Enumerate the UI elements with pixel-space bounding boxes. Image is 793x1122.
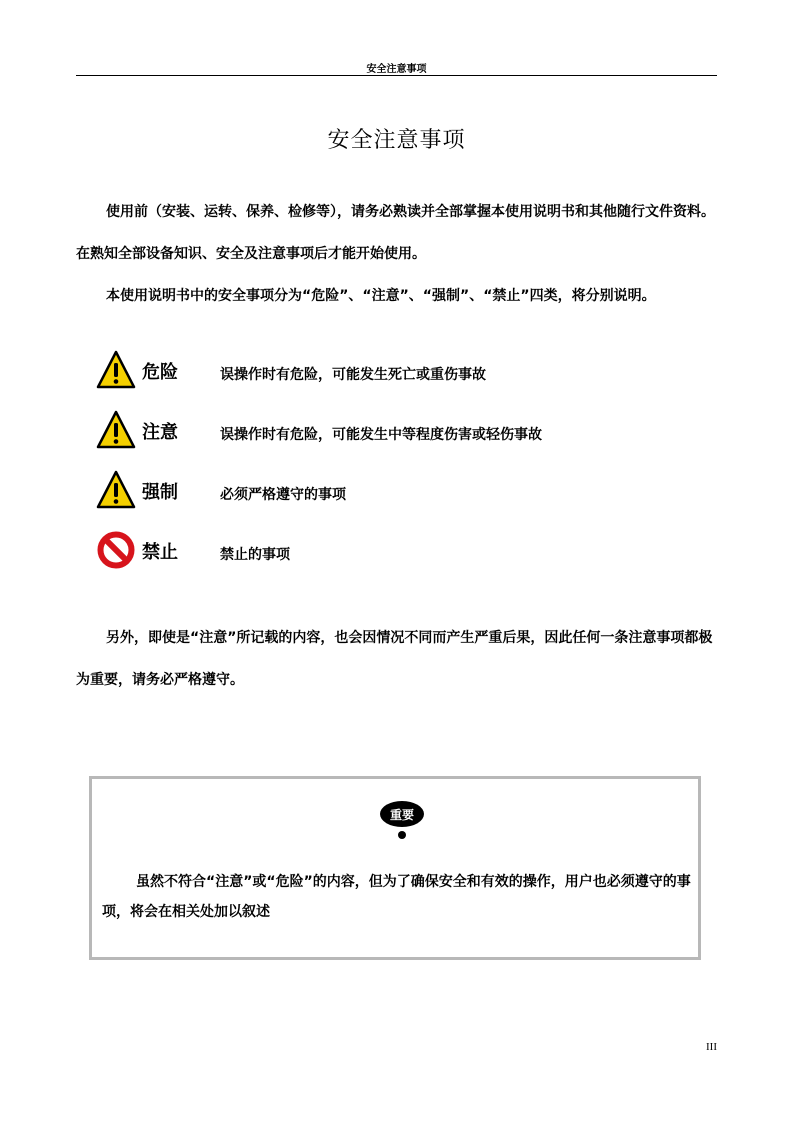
- note-paragraph: 另外，即使是“注意”所记载的内容，也会因情况不同而产生严重后果，因此任何一条注意事项都极为重要，请务必严格遵守。: [76, 630, 713, 688]
- sign-name-mandatory: 强制: [142, 482, 178, 503]
- sign-row-danger: [96, 350, 716, 400]
- sign-row-mandatory: [96, 470, 716, 520]
- sign-row-caution: [96, 410, 716, 460]
- sign-description-prohibited: 禁止的事项: [220, 547, 290, 563]
- sign-description-danger: 误操作时有危险，可能发生死亡或重伤事故: [220, 367, 486, 383]
- warning-triangle-icon: [96, 410, 136, 450]
- sign-row-prohibited: [96, 530, 716, 580]
- intro-paragraph-1: 使用前（安装、运转、保养、检修等），请务必熟读并全部掌握本使用说明书和其他随行文件资料。在熟知全部设备知识、安全及注意事项后才能开始使用。: [76, 204, 715, 262]
- important-notice-text: 虽然不符合“注意”或“危险”的内容，但为了确保安全和有效的操作，用户也必须遵守的事项，将会在相关处加以叙述: [102, 874, 691, 920]
- sign-name-prohibited: 禁止: [142, 542, 178, 563]
- sign-name-caution: 注意: [142, 422, 178, 443]
- warning-triangle-icon: [96, 470, 136, 510]
- running-header-title: 安全注意事项: [366, 64, 427, 75]
- important-notice-box: [89, 776, 701, 960]
- intro-paragraph-2: 本使用说明书中的安全事项分为“危险”、“注意”、“强制”、“禁止”四类，将分别说明。: [106, 288, 656, 304]
- page-title: 安全注意事项: [327, 128, 466, 153]
- warning-triangle-icon: [96, 350, 136, 390]
- sign-description-mandatory: 必须严格遵守的事项: [220, 487, 346, 503]
- important-badge-label: 重要: [389, 808, 415, 822]
- header-divider: [76, 75, 717, 76]
- prohibition-icon: [96, 530, 136, 570]
- page-number: III: [706, 1041, 717, 1053]
- sign-description-caution: 误操作时有危险，可能发生中等程度伤害或轻伤事故: [220, 427, 542, 443]
- sign-name-danger: 危险: [142, 362, 178, 383]
- important-badge-icon: [378, 799, 426, 841]
